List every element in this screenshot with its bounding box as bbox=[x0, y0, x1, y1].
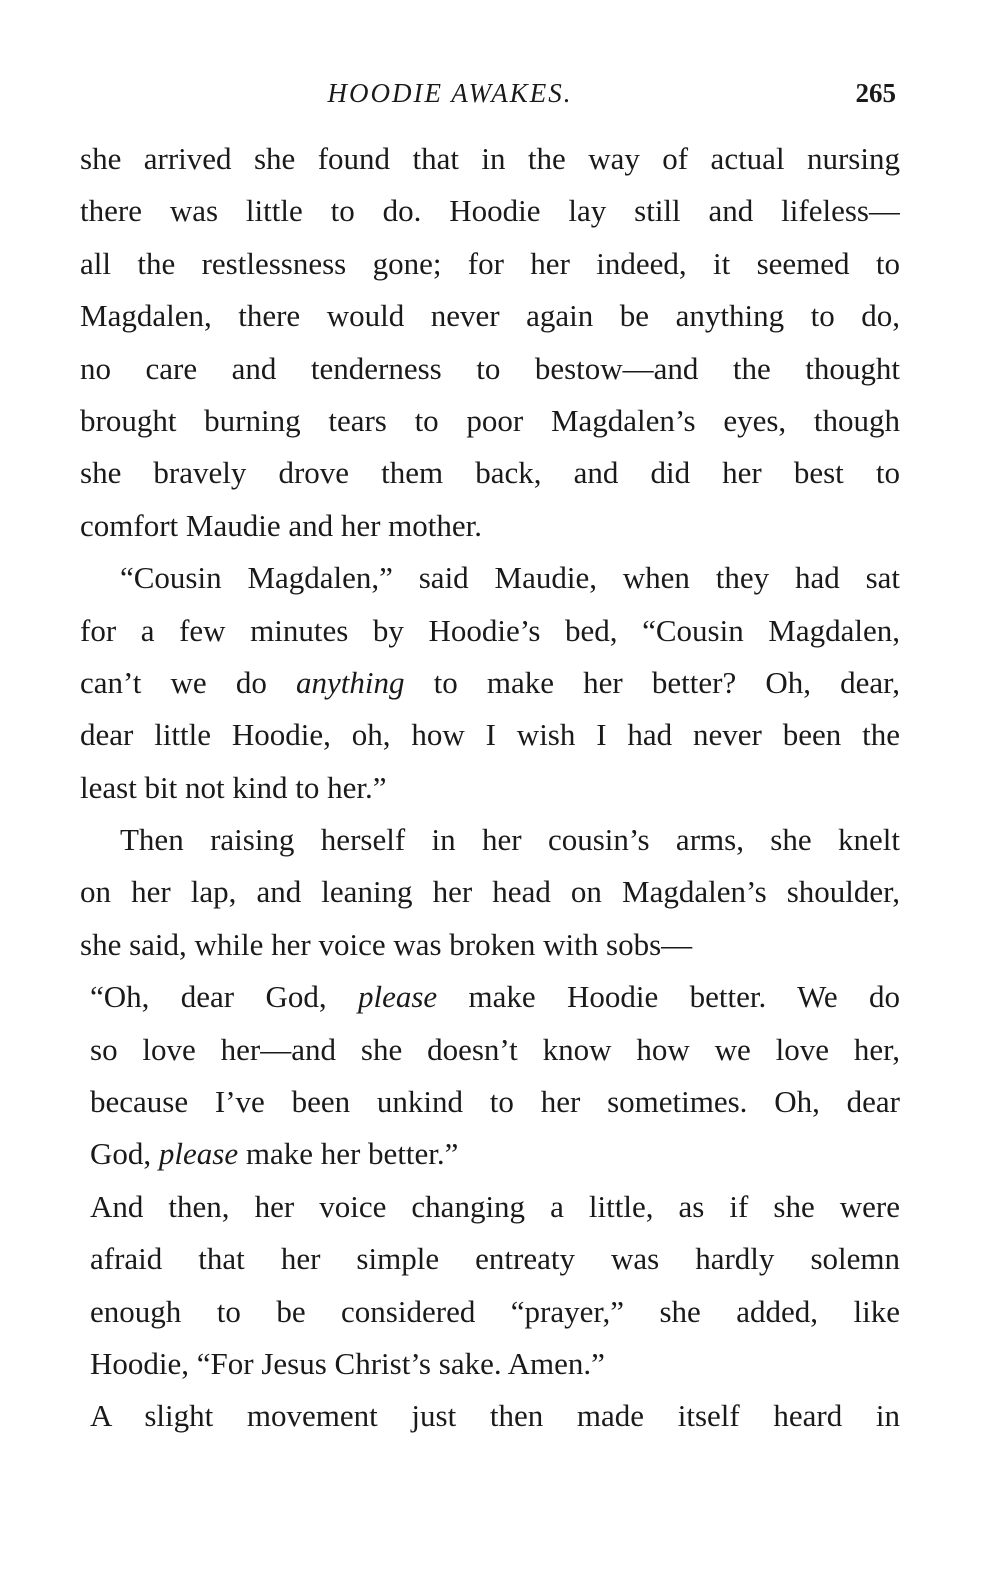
text-line: enough to be considered “prayer,” she added, like bbox=[90, 1293, 900, 1329]
text-line: God, please make her better.” bbox=[90, 1136, 459, 1172]
text-line: comfort Maudie and her mother. bbox=[80, 507, 483, 543]
page-number: 265 bbox=[855, 78, 896, 108]
text-line: so love her—and she doesn’t know how we love her, bbox=[90, 1031, 900, 1067]
text-line: she arrived she found that in the way of actual nursing bbox=[80, 141, 900, 176]
text-line: “Cousin Magdalen,” said Maudie, when they had sat bbox=[120, 560, 900, 596]
text-line: Then raising herself in her cousin’s arms, she knelt bbox=[120, 822, 900, 858]
emphasis-text: please bbox=[357, 979, 438, 1015]
text-line: And then, her voice changing a little, as if she were bbox=[90, 1188, 900, 1224]
text-line: because I’ve been unkind to her sometimes. Oh, dear bbox=[90, 1084, 900, 1120]
text-line: for a few minutes by Hoodie’s bed, “Cousin Magdalen, bbox=[80, 612, 900, 648]
body-text bbox=[80, 133, 900, 1443]
emphasis-text: please bbox=[158, 1136, 239, 1172]
text-line: she bravely drove them back, and did her best to bbox=[80, 455, 900, 491]
running-header bbox=[80, 78, 900, 118]
text-line: she said, while her voice was broken with sobs— bbox=[80, 926, 693, 962]
text-line: least bit not kind to her.” bbox=[80, 769, 387, 805]
text-line: there was little to do. Hoodie lay still and lifeless— bbox=[80, 193, 900, 229]
text-line: Magdalen, there would never again be anything to do, bbox=[80, 298, 900, 334]
text-line: Hoodie, “For Jesus Christ’s sake. Amen.” bbox=[90, 1345, 605, 1381]
emphasis-text: anything bbox=[295, 664, 405, 700]
text-line: on her lap, and leaning her head on Magdalen’s shoulder, bbox=[80, 874, 900, 910]
text-line: no care and tenderness to bestow—and the thought bbox=[80, 350, 900, 386]
text-line: afraid that her simple entreaty was hardly solemn bbox=[90, 1241, 900, 1277]
text-line: brought burning tears to poor Magdalen’s eyes, though bbox=[80, 402, 900, 438]
text-line: “Oh, dear God, please make Hoodie better. We do bbox=[90, 979, 900, 1015]
chapter-title: HOODIE AWAKES. bbox=[327, 78, 573, 108]
text-line: dear little Hoodie, oh, how I wish I had never been the bbox=[80, 717, 900, 753]
text-line: can’t we do anything to make her better? Oh, dear, bbox=[80, 664, 900, 700]
text-line: A slight movement just then made itself heard in bbox=[90, 1398, 900, 1434]
text-line: all the restlessness gone; for her indeed, it seemed to bbox=[80, 245, 900, 281]
